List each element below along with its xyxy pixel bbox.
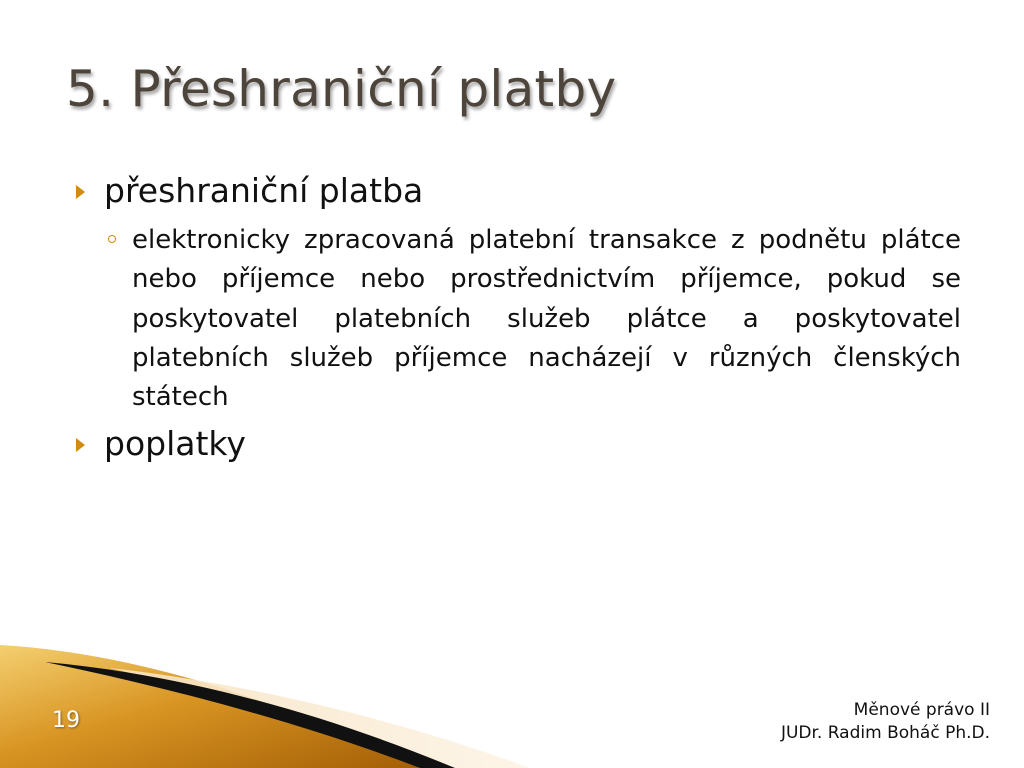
footer-author: JUDr. Radim Boháč Ph.D. — [780, 723, 990, 743]
ring-icon — [108, 235, 116, 243]
slide-footer — [781, 699, 990, 745]
triangle-arrow-icon — [76, 438, 85, 452]
bullet-fees: poplatky — [104, 424, 246, 463]
slide-title: 5. Přeshraniční platby — [66, 60, 617, 118]
slide-number: 19 — [52, 708, 80, 733]
gold-swoosh-shape — [0, 645, 420, 768]
footer-course: Měnové právo II — [853, 700, 990, 720]
triangle-arrow-icon — [76, 185, 85, 199]
sub-bullet-definition: elektronicky zpracovaná platební transakce z podnětu plátce nebo příjemce nebo prostřednictvím příjemce, pokud se poskytovatel platebních služeb plátce a poskytovatel platebních služeb příjemce nacházejí v různých členských státech — [132, 225, 961, 413]
bullet-cross-border-payment: přeshraniční platba — [104, 171, 424, 210]
